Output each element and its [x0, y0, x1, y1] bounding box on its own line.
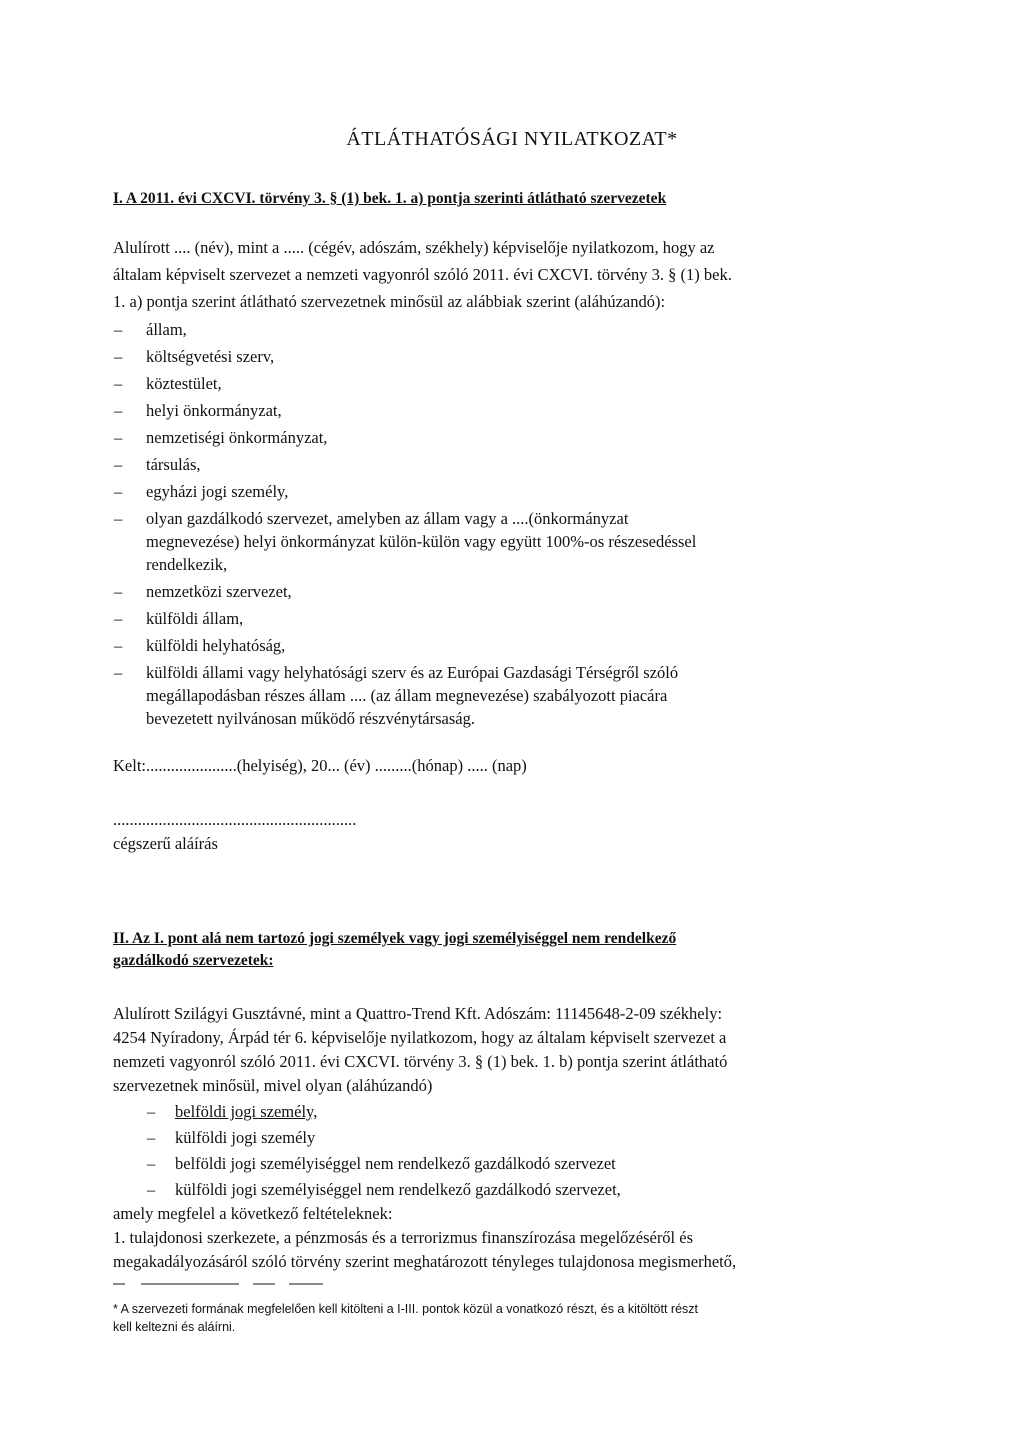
list-item: – költségvetési szerv,	[114, 347, 275, 366]
conditions-intro: amely megfelel a következő feltételeknek:	[113, 1204, 393, 1223]
section1-intro-line-2: általam képviselt szervezet a nemzeti vagyonról szóló 2011. évi CXCVI. törvény 3. § (1) bek.	[113, 265, 732, 284]
list-item: – olyan gazdálkodó szervezet, amelyben az állam vagy a ....(önkormányzat	[114, 509, 629, 528]
footnote-line-2: kell keltezni és aláírni.	[113, 1320, 236, 1334]
list-item: – nemzetközi szervezet,	[114, 582, 292, 601]
list-item-continuation: megnevezése) helyi önkormányzat külön-külön vagy együtt 100%-os részesedéssel	[146, 532, 697, 551]
section2-heading-line-2: gazdálkodó szervezetek:	[113, 952, 274, 969]
section1-intro-line-3: 1. a) pontja szerint átlátható szervezetnek minősül az alábbiak szerint (aláhúzandó):	[113, 292, 666, 311]
list-item: – állam,	[114, 320, 187, 339]
section2-heading-line-1: II. Az I. pont alá nem tartozó jogi személyek vagy jogi személyiséggel nem rendelkező	[113, 930, 677, 947]
section2-intro-line-1: Alulírott Szilágyi Gusztávné, mint a Quattro-Trend Kft. Adószám: 11145648-2-09 székhely:	[113, 1004, 723, 1023]
list-item: – helyi önkormányzat,	[114, 401, 282, 420]
list-item: – belföldi jogi személyiséggel nem rendelkező gazdálkodó szervezet	[147, 1154, 616, 1173]
list-item: – külföldi jogi személyiséggel nem rendelkező gazdálkodó szervezet,	[147, 1180, 621, 1199]
list-item: – külföldi jogi személy	[147, 1128, 316, 1147]
page-title: ÁTLÁTHATÓSÁGI NYILATKOZAT*	[346, 128, 678, 150]
condition-line-2: megakadályozásáról szóló törvény szerint meghatározott tényleges tulajdonosa megismerhető,	[113, 1252, 737, 1271]
list-item: – külföldi állami vagy helyhatósági szerv és az Európai Gazdasági Térségről szóló	[114, 663, 679, 682]
list-item: – egyházi jogi személy,	[114, 482, 289, 501]
section2-intro-line-4: szervezetnek minősül, mivel olyan (aláhúzandó)	[113, 1076, 433, 1095]
section1-intro-line-1: Alulírott .... (név), mint a ..... (cégév, adószám, székhely) képviselője nyilatkozom, hogy az	[113, 238, 715, 257]
list-item: – külföldi helyhatóság,	[114, 636, 286, 655]
list-item-continuation: bevezetett nyilvánosan működő részvénytársaság.	[146, 709, 475, 728]
list-item-continuation: rendelkezik,	[146, 555, 228, 574]
signature-label: cégszerű aláírás	[113, 834, 218, 853]
signature-line: ...........................................................	[113, 810, 357, 829]
section1-heading: I. A 2011. évi CXCVI. törvény 3. § (1) bek. 1. a) pontja szerinti átlátható szervezetek	[113, 190, 667, 207]
list-item: – társulás,	[114, 455, 201, 474]
date-line: Kelt:......................(helyiség), 20... (év) .........(hónap) ..... (nap)	[113, 756, 527, 775]
footnote-line-1: * A szervezeti formának megfelelően kell kitölteni a I-III. pontok közül a vonatkozó részt, és a kitöltött részt	[113, 1302, 699, 1316]
condition-line-1: 1. tulajdonosi szerkezete, a pénzmosás és a terrorizmus finanszírozása megelőzéséről és	[113, 1228, 694, 1247]
section2-intro-line-3: nemzeti vagyonról szóló 2011. évi CXCVI. törvény 3. § (1) bek. 1. b) pontja szerint átlátható	[113, 1052, 728, 1071]
section2-intro-line-2: 4254 Nyíradony, Árpád tér 6. képviselője nyilatkozom, hogy az általam képviselt szervezet a	[113, 1028, 727, 1047]
list-item-continuation: megállapodásban részes állam .... (az állam megnevezése) szabályozott piacára	[146, 686, 668, 705]
footnote-divider	[113, 1282, 353, 1286]
list-item: – külföldi állam,	[114, 609, 244, 628]
list-item: – köztestület,	[114, 374, 222, 393]
list-item: – belföldi jogi személy,	[147, 1102, 318, 1121]
list-item: – nemzetiségi önkormányzat,	[114, 428, 328, 447]
